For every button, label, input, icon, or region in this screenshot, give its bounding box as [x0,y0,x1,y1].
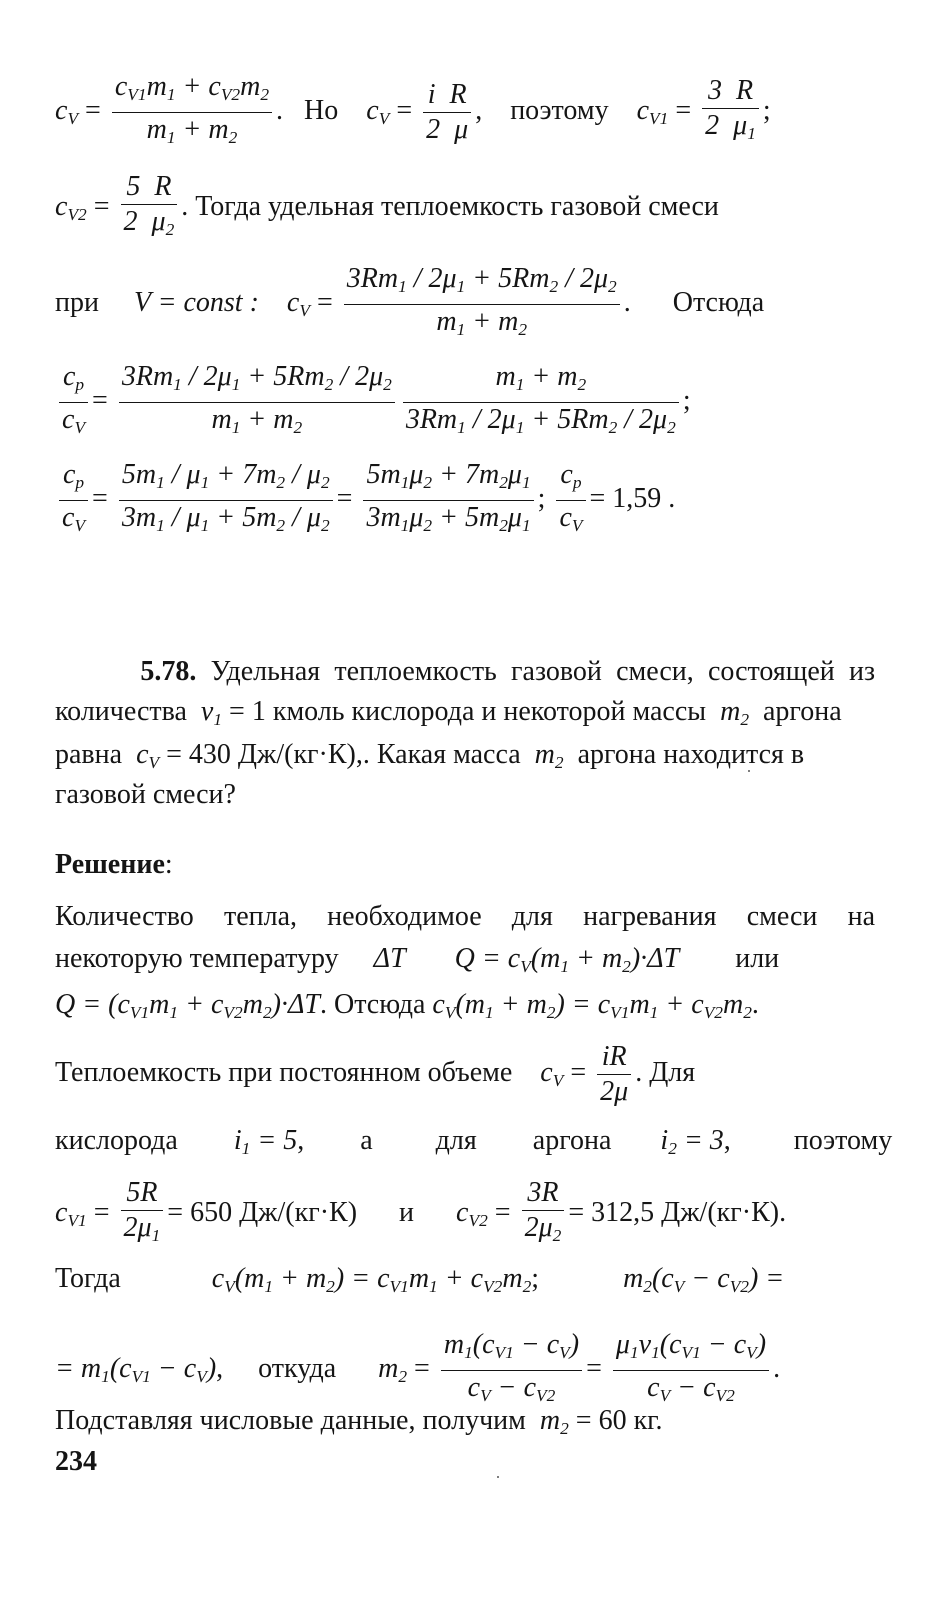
solution-line-2: некоторую температуру ΔT $Q = c_V(m_1 + m_2)\cdot\Delta T$ или [55,943,780,977]
problem-line-1: 5.78. Удельная теплоемкость газовой смеси, состоящей из [140,656,876,687]
formula-line-result: $\frac{c_p}{c_V}$ = $\frac{5m_1 / \mu_1 + 7m_2 / \mu_2}{3m_1 / \mu_1 + 5m_2 / \mu_2}$ = $\frac{5m_1\mu_2 + 7m_2\mu_1}{3m_1\mu_2 + 5m_2\mu_1}$ ; $\frac{c_p}{c_V}$ = 1,59 . [55,458,875,543]
problem-line-4: газовой смеси? [55,779,236,810]
text-v-const: V = const : [133,287,259,319]
solution-line-5: кислорода $i_1 = 5$, а для аргона $i_2 = 3$, поэтому [55,1125,893,1159]
solution-line-7: Тогда $c_V(m_1 + m_2) = c_{V1}m_1 + c_{V2}m_2$; $m_2(c_V - c_{V2})$ = [55,1263,785,1297]
text-poetomu: поэтому [510,95,609,127]
page-number: 234 [55,1446,97,1477]
scan-speck [497,1476,499,1478]
solution-heading: Решение: [55,849,173,880]
formula-line-v-const: при V = const : $c_V$ = $\frac{3Rm_1 / 2\mu_1 + 5Rm_2 / 2\mu_2}{m_1 + m_2}$ . Отсюда [55,263,765,340]
solution-line-6: $c_{V1}$ = $\frac{5R}{2\mu_1}$ = 650 Дж/(кг·К) и $c_{V2}$ = $\frac{3R}{2\mu_2}$ = 312,5 Дж/(кг·К). [55,1177,787,1246]
text-otsyuda: Отсюда [672,287,765,319]
formula-line-cp-cv-ratio: $\frac{c_p}{c_V}$ = $\frac{3Rm_1 / 2\mu_1 + 5Rm_2 / 2\mu_2}{m_1 + m_2}$ $\frac{m_1 + m_2}{3Rm_1 / 2\mu_1 + 5Rm_2 / 2\mu_2}$ ; [55,360,875,445]
solution-line-3: $Q = (c_{V1}m_1 + c_{V2}m_2)\cdot\Delta T$. Отсюда $c_V(m_1 + m_2) = c_{V1}m_1 + c_{V2}m_2$. [55,989,759,1023]
solution-line-8: = $m_1(c_{V1} - c_V)$, откуда $m_2$ = $\frac{m_1(c_{V1} - c_V)}{c_V - c_{V2}}$ = $\frac{\mu_1\nu_1(c_{V1} - c_V)}{c_V - c_{V2}}$ . [55,1329,781,1406]
formula-line-cv2: $c_{V2}$ = $\frac{5 R}{2 \mu_2}$ . Тогда удельная теплоемкость газовой смеси [55,171,719,240]
scan-speck [748,770,750,772]
text-pri: при [55,287,99,319]
solution-line-4: Теплоемкость при постоянном объеме $c_V$ = $\frac{iR}{2\mu}$ . Для [55,1041,696,1107]
problem-line-3: равна $c_V = 430$ Дж/(кг·К),. Какая масса $m_2$ аргона находится в [55,739,805,773]
text-no: Но [304,95,339,127]
text-togda-teploemkost: . Тогда удельная теплоемкость газовой смеси [181,191,719,223]
problem-line-2: количества $\nu_1 = 1$ кмоль кислорода и некоторой массы $m_2$ аргона [55,696,842,730]
formula-line-cv-mixture: $c_V$ = $\frac{c_{V1}m_1 + c_{V2}m_2}{m_1 + m_2}$ . Но $c_V$ = $\frac{\text{i R}}{2 \mu}$ , поэтому $c_{V1}$ = $\frac{3 R}{2 \mu_1}$ ; [55,71,771,148]
solution-line-1: Количество тепла, необходимое для нагревания смеси на [55,901,875,932]
problem-number: 5.78. [140,656,197,687]
result-ratio: = 1,59 . [589,483,676,515]
solution-line-9: Подставляя числовые данные, получим $m_2 = 60$ кг. [55,1405,663,1439]
